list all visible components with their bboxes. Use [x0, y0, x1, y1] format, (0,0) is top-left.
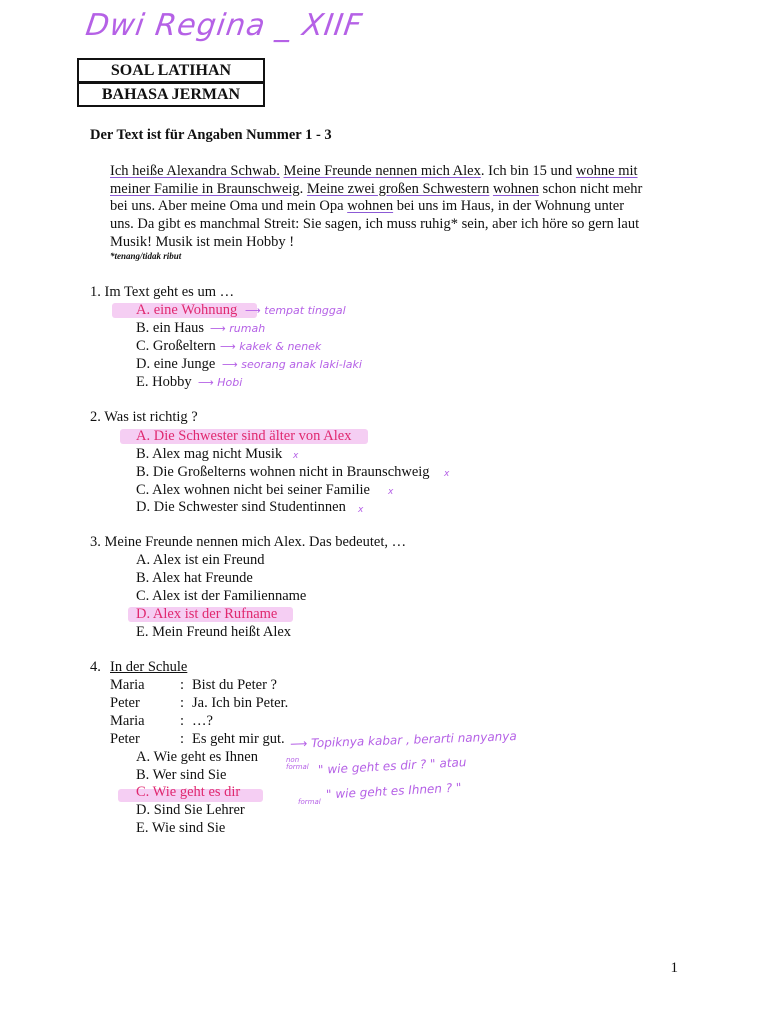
dialog-speaker: Maria	[110, 713, 145, 729]
cross-mark: x	[388, 487, 394, 497]
q3-option-c: C. Alex ist der Familienname	[136, 588, 307, 604]
text-segment: Meine zwei großen Schwestern	[306, 180, 490, 197]
q1-note-d: ⟶ seorang anak laki-laki	[222, 358, 362, 371]
section-heading: Der Text ist für Angaben Nummer 1 - 3	[90, 127, 332, 143]
q1-stem: 1. Im Text geht es um …	[90, 284, 235, 300]
q4-note-main: ⟶ Topiknya kabar , berarti nanyanya	[289, 729, 517, 751]
dialog-speaker: Maria	[110, 677, 145, 693]
text-segment: Meine Freunde nennen mich Alex	[283, 163, 481, 179]
footnote: *tenang/tidak ribut	[110, 251, 182, 261]
title-box-latihan: SOAL LATIHAN	[77, 58, 265, 83]
text-segment: wohnen	[492, 180, 539, 197]
title-box-subject: BAHASA JERMAN	[77, 82, 265, 107]
q2-option-b2: B. Die Großelterns wohnen nicht in Braunschweig	[136, 464, 430, 480]
dialog-separator: :	[180, 713, 185, 729]
dialog-separator: :	[180, 731, 185, 747]
dialog-speaker: Peter	[110, 731, 140, 747]
dialog-line: Ja. Ich bin Peter.	[192, 695, 289, 711]
q4-note-formal: " wie geht es Ihnen ? "	[325, 780, 462, 802]
q4-option-a: A. Wie geht es Ihnen	[136, 749, 258, 765]
text-segment: schon nicht mehr bei uns. Aber meine Oma und mein Opa	[110, 180, 643, 215]
q1-option-e: E. Hobby	[136, 374, 192, 390]
q3-option-a: A. Alex ist ein Freund	[136, 552, 265, 568]
q3-stem: 3. Meine Freunde nennen mich Alex. Das bedeutet, …	[90, 534, 407, 550]
dialog-line: …?	[192, 713, 213, 729]
text-segment: bei uns im Haus, in der Wohnung unter uns. Da gibt es manchmal Streit: Sie sagen, ich muss ruhig* sein, aber ich höre so gern laut Musik! Musik ist mein Hobby !	[110, 198, 640, 250]
q4-option-e: E. Wie sind Sie	[136, 820, 226, 836]
q1-note-b: ⟶ rumah	[210, 322, 266, 335]
dialog-line: Bist du Peter ?	[192, 677, 277, 693]
q4-note-formal-tag: formal	[298, 798, 321, 806]
text-segment: .	[299, 180, 307, 197]
q4-note-nonformal: " wie geht es dir ? " atau	[317, 755, 467, 777]
q4-title: In der Schule	[110, 659, 188, 675]
dialog-line: Es geht mir gut.	[192, 731, 285, 747]
page-number: 1	[670, 960, 678, 976]
dialog-separator: :	[180, 695, 185, 711]
q2-option-d: D. Die Schwester sind Studentinnen	[136, 499, 346, 515]
q1-option-b: B. ein Haus	[136, 320, 205, 336]
q3-option-e: E. Mein Freund heißt Alex	[136, 624, 292, 640]
q2-stem: 2. Was ist richtig ?	[90, 409, 198, 425]
cross-mark: x	[444, 469, 450, 479]
q1-option-c: C. Großeltern	[136, 338, 216, 354]
q4-note-nonformal-tag: non formal	[286, 756, 309, 771]
text-segment: wohne mit meiner Familie in Braunschweig	[110, 163, 638, 197]
q4-option-c: C. Wie geht es dir	[136, 784, 241, 800]
q1-note-c: ⟶ kakek & nenek	[220, 340, 322, 353]
q4-option-b: B. Wer sind Sie	[136, 767, 227, 783]
q2-option-c: C. Alex wohnen nicht bei seiner Familie	[136, 482, 370, 498]
q1-option-d: D. eine Junge	[136, 356, 216, 372]
handwritten-name: Dwi Regina _ XIIF	[83, 8, 365, 43]
q3-option-b: B. Alex hat Freunde	[136, 570, 253, 586]
cross-mark: x	[358, 505, 364, 515]
text-segment: Ich heiße Alexandra Schwab.	[110, 163, 280, 179]
q1-option-a: A. eine Wohnung	[136, 302, 238, 318]
q3-option-d: D. Alex ist der Rufname	[136, 606, 278, 622]
text-segment: . Ich bin 15 und	[480, 163, 576, 179]
dialog-speaker: Peter	[110, 695, 140, 711]
q2-option-a: A. Die Schwester sind älter von Alex	[136, 428, 352, 444]
q2-option-b: B. Alex mag nicht Musik	[136, 446, 283, 462]
text-segment: wohnen	[347, 198, 394, 215]
q4-number: 4.	[90, 659, 101, 675]
q1-note-e: ⟶ Hobi	[198, 376, 243, 389]
q4-option-d: D. Sind Sie Lehrer	[136, 802, 245, 818]
dialog-separator: :	[180, 677, 185, 693]
cross-mark: x	[293, 451, 299, 461]
q1-note-a: ⟶ tempat tinggal	[245, 304, 346, 317]
reading-passage	[110, 163, 645, 252]
